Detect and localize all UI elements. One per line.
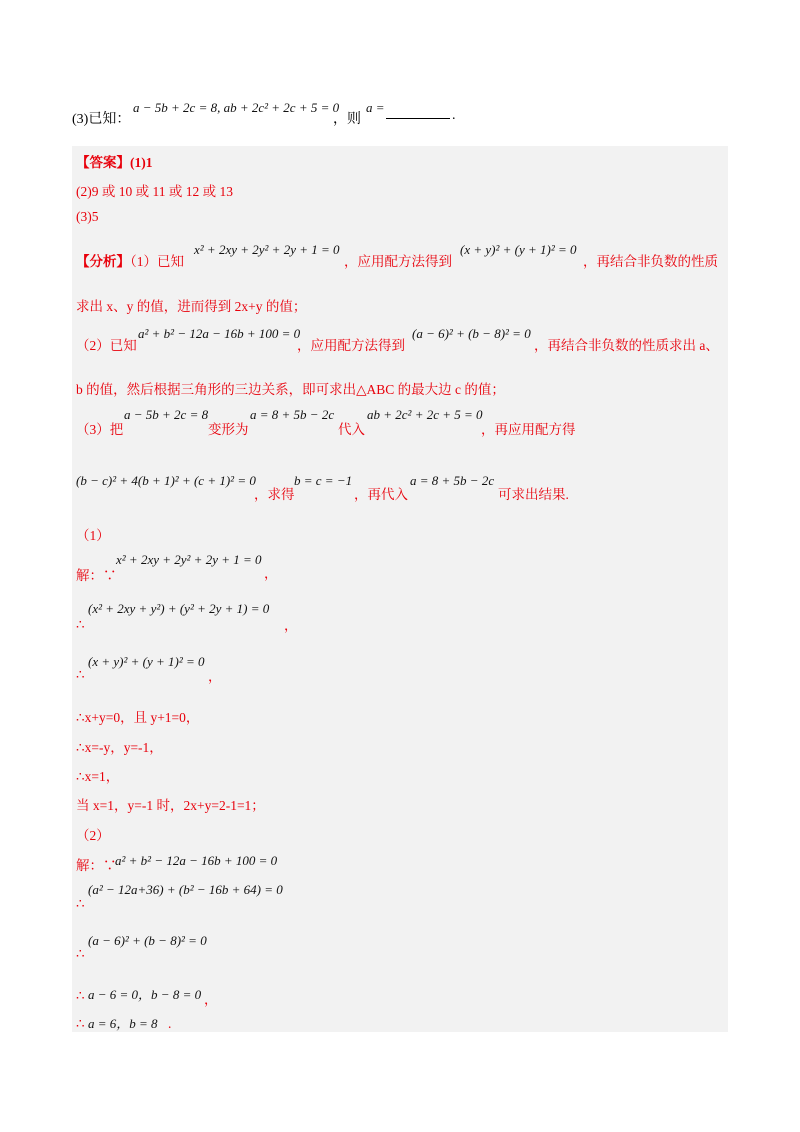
solution2-number: （2） bbox=[76, 828, 110, 843]
analysis-l3-b: ，应用配方法得到 bbox=[297, 338, 405, 353]
analysis-l6-b: ，再代入 bbox=[354, 487, 408, 502]
solution1-step2-prefix: ∴ bbox=[76, 617, 85, 632]
answer-3: (3)5 bbox=[76, 209, 99, 224]
solution2-step4-suffix: ， bbox=[204, 992, 218, 1007]
analysis-l1-eq2: (x + y)² + (y + 1)² = 0 bbox=[460, 242, 577, 257]
question-line bbox=[72, 108, 130, 128]
analysis-l5-b: 变形为 bbox=[208, 422, 249, 437]
analysis-l1-c: ，再结合非负数的性质 bbox=[583, 254, 718, 269]
solution2-step4-eq: a − 6 = 0，b − 8 = 0 bbox=[88, 987, 202, 1002]
question-equation: a − 5b + 2c = 8, ab + 2c² + 2c + 5 = 0 bbox=[133, 100, 340, 115]
solution2-step2-prefix: ∴ bbox=[76, 896, 85, 911]
solution1-step4: ∴x+y=0，且 y+1=0， bbox=[76, 710, 200, 725]
answer-blank bbox=[384, 108, 456, 124]
analysis-l6-eq1: (b − c)² + 4(b + 1)² + (c + 1)² = 0 bbox=[76, 473, 256, 488]
analysis-l5-d: ，再应用配方得 bbox=[481, 422, 576, 437]
analysis-line-2: 求出 x、y 的值，进而得到 2x+y 的值； bbox=[76, 299, 307, 314]
analysis-l1-b: ，应用配方法得到 bbox=[344, 254, 452, 269]
analysis-l5-c: 代入 bbox=[338, 422, 365, 437]
solution1-step3-suffix: ， bbox=[208, 669, 222, 684]
analysis-line-1 bbox=[76, 250, 184, 270]
analysis-l5-eq3: ab + 2c² + 2c + 5 = 0 bbox=[367, 407, 483, 422]
answer-1: (1)1 bbox=[130, 155, 153, 170]
solution1-step6: ∴x=1， bbox=[76, 769, 120, 784]
solution1-step5: ∴x=-y，y=-1， bbox=[76, 740, 163, 755]
solution1-step3-prefix: ∴ bbox=[76, 667, 85, 682]
analysis-l5-a: （3）把 bbox=[76, 422, 124, 437]
solution1-number: （1） bbox=[76, 528, 110, 543]
solution2-step3-eq: (a − 6)² + (b − 8)² = 0 bbox=[88, 933, 207, 948]
solution1-step2-eq: (x² + 2xy + y²) + (y² + 2y + 1) = 0 bbox=[88, 601, 270, 616]
analysis-l6-c: 可求出结果. bbox=[498, 487, 569, 502]
blank-line bbox=[386, 118, 450, 119]
question-variable: a = bbox=[366, 100, 385, 115]
question-then: ，则 bbox=[333, 112, 361, 127]
analysis-l1-a: （1）已知 bbox=[130, 254, 184, 269]
answer-tag: 【答案】 bbox=[76, 155, 130, 170]
question-prefix: (3)已知： bbox=[72, 112, 131, 127]
question-end: . bbox=[452, 108, 456, 123]
solution2-step5-eq: a = 6，b = 8 bbox=[88, 1016, 158, 1031]
analysis-l3-eq1: a² + b² − 12a − 16b + 100 = 0 bbox=[138, 326, 301, 341]
analysis-l5-eq1: a − 5b + 2c = 8 bbox=[124, 407, 209, 422]
solution1-step7: 当 x=1，y=-1 时，2x+y=2-1=1； bbox=[76, 798, 265, 813]
analysis-l6-eq3: a = 8 + 5b − 2c bbox=[410, 473, 495, 488]
analysis-l3-a: （2）已知 bbox=[76, 338, 137, 353]
answer-line-1 bbox=[76, 151, 153, 171]
answer-panel bbox=[72, 146, 728, 1032]
answer-2: (2)9 或 10 或 11 或 12 或 13 bbox=[76, 184, 233, 199]
analysis-line-4: b 的值，然后根据三角形的三边关系，即可求出△ABC 的最大边 c 的值； bbox=[76, 382, 505, 397]
solution1-step1-eq: x² + 2xy + 2y² + 2y + 1 = 0 bbox=[116, 552, 262, 567]
solution2-step5-prefix: ∴ bbox=[76, 1016, 85, 1031]
solution2-step1-prefix: 解：∵ bbox=[76, 858, 117, 873]
solution2-step2-eq: (a² − 12a+36) + (b² − 16b + 64) = 0 bbox=[88, 882, 283, 897]
analysis-tag: 【分析】 bbox=[76, 254, 130, 269]
analysis-l6-eq2: b = c = −1 bbox=[294, 473, 353, 488]
analysis-l1-eq1: x² + 2xy + 2y² + 2y + 1 = 0 bbox=[194, 242, 340, 257]
solution1-step3-eq: (x + y)² + (y + 1)² = 0 bbox=[88, 654, 205, 669]
analysis-l3-eq2: (a − 6)² + (b − 8)² = 0 bbox=[412, 326, 531, 341]
analysis-l3-c: ，再结合非负数的性质求出 a、 bbox=[534, 338, 719, 353]
solution2-step3-prefix: ∴ bbox=[76, 946, 85, 961]
analysis-l5-eq2: a = 8 + 5b − 2c bbox=[250, 407, 335, 422]
solution2-step4-prefix: ∴ bbox=[76, 988, 85, 1003]
solution2-step5-suffix: . bbox=[168, 1016, 172, 1031]
solution1-step1-suffix: ， bbox=[264, 566, 278, 581]
solution1-step2-suffix: ， bbox=[284, 618, 298, 633]
solution1-step1-prefix: 解：∵ bbox=[76, 568, 117, 583]
analysis-l6-a: ，求得 bbox=[254, 487, 295, 502]
solution2-step1-eq: a² + b² − 12a − 16b + 100 = 0 bbox=[115, 853, 278, 868]
